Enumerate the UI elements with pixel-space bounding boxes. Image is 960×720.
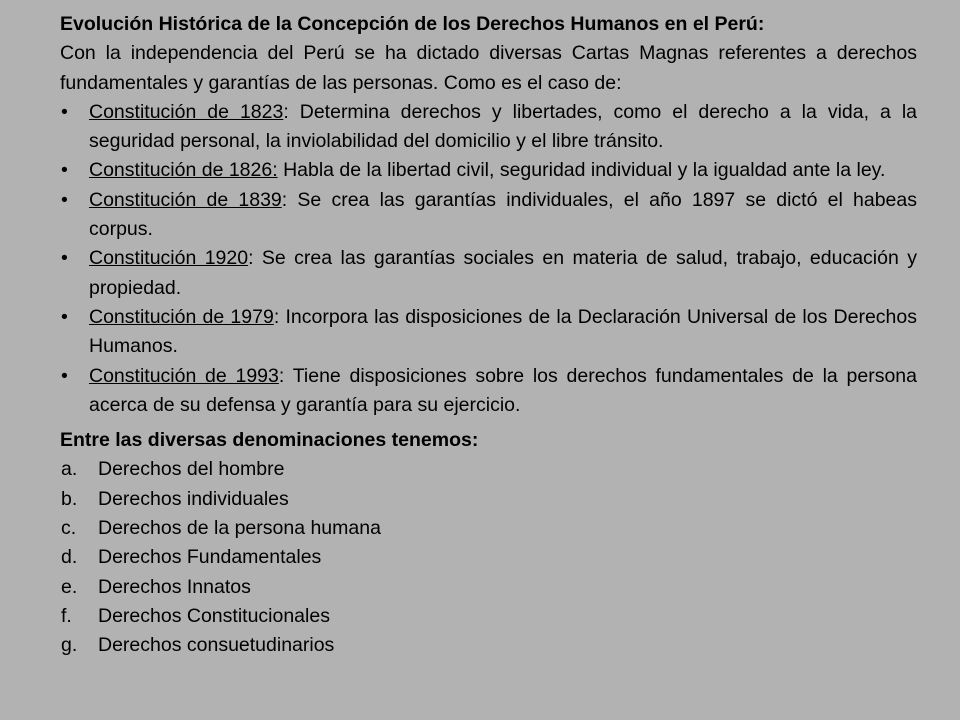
list-marker: g.: [61, 634, 78, 657]
constitution-text: Incorpora las disposiciones de la Declaración Universal de los Derechos Humanos.: [89, 305, 917, 358]
bullet-icon: •: [61, 188, 68, 211]
bullet-icon: •: [61, 247, 68, 270]
constitution-item-1839: [60, 186, 917, 245]
denomination-text: Derechos consuetudinarios: [98, 634, 335, 657]
slide-heading: Evolución Histórica de la Concepción de los Derechos Humanos en el Perú:: [60, 13, 765, 35]
constitution-text: Habla de la libertad civil, seguridad individual y la igualdad ante la ley.: [283, 159, 886, 182]
constitution-text: Tiene disposiciones sobre los derechos fundamentales de la persona acerca de su defensa y garantía para su ejercicio.: [89, 364, 917, 416]
constitution-title: Constitución de 1979: [89, 305, 274, 328]
denomination-text: Derechos del hombre: [98, 458, 285, 481]
constitution-item-1979: [60, 303, 917, 362]
constitution-item-1993: [60, 362, 917, 421]
bullet-icon: •: [61, 100, 68, 123]
constitution-separator: :: [278, 364, 293, 387]
constitution-item-1826: [60, 156, 917, 185]
denomination-text: Derechos de la persona humana: [98, 517, 381, 540]
constitution-item-1920: [60, 244, 917, 303]
list-marker: a.: [61, 458, 78, 481]
bullet-icon: •: [61, 364, 68, 387]
constitution-title: Constitución de 1826:: [89, 159, 278, 182]
denomination-item: [60, 485, 917, 514]
denomination-item: [60, 543, 917, 572]
list-marker: d.: [61, 546, 78, 569]
denomination-text: Derechos Innatos: [98, 575, 251, 598]
slide-content: [60, 10, 917, 661]
constitution-title: Constitución de 1993: [89, 364, 279, 387]
constitution-title: Constitución de 1839: [89, 188, 282, 211]
denomination-item: [60, 602, 917, 631]
bullet-icon: •: [61, 305, 68, 328]
bullet-icon: •: [61, 159, 68, 182]
constitution-item-1823: [60, 98, 917, 157]
denomination-item: [60, 455, 917, 484]
constitution-text: Se crea las garantías sociales en materia de salud, trabajo, educación y propiedad.: [89, 247, 917, 299]
denominations-heading: Entre las diversas denominaciones tenemos:: [60, 429, 479, 452]
constitutions-list: [60, 98, 917, 420]
list-marker: b.: [61, 487, 78, 510]
constitution-separator: :: [248, 247, 262, 270]
denomination-text: Derechos Constitucionales: [98, 604, 330, 627]
constitution-separator: :: [283, 100, 300, 123]
denomination-item: [60, 631, 917, 660]
list-marker: e.: [61, 575, 78, 598]
denomination-item: [60, 514, 917, 543]
intro-paragraph: Con la independencia del Perú se ha dictado diversas Cartas Magnas referentes a derechos fundamentales y garantías de las personas. Como es el caso de:: [60, 42, 917, 94]
denomination-item: [60, 573, 917, 602]
constitution-title: Constitución de 1823: [89, 100, 284, 123]
denominations-list: [60, 455, 917, 660]
constitution-text: Determina derechos y libertades, como el derecho a la vida, a la seguridad personal, la inviolabilidad del domicilio y el libre tránsito.: [89, 100, 917, 153]
denomination-text: Derechos Fundamentales: [98, 546, 322, 569]
constitution-text: Se crea las garantías individuales, el año 1897 se dictó el habeas corpus.: [89, 188, 917, 241]
list-marker: c.: [61, 517, 77, 540]
list-marker: f.: [61, 604, 72, 627]
constitution-title: Constitución 1920: [89, 247, 249, 270]
constitution-separator: :: [273, 305, 286, 328]
constitution-separator: :: [281, 188, 298, 211]
denomination-text: Derechos individuales: [98, 487, 289, 510]
